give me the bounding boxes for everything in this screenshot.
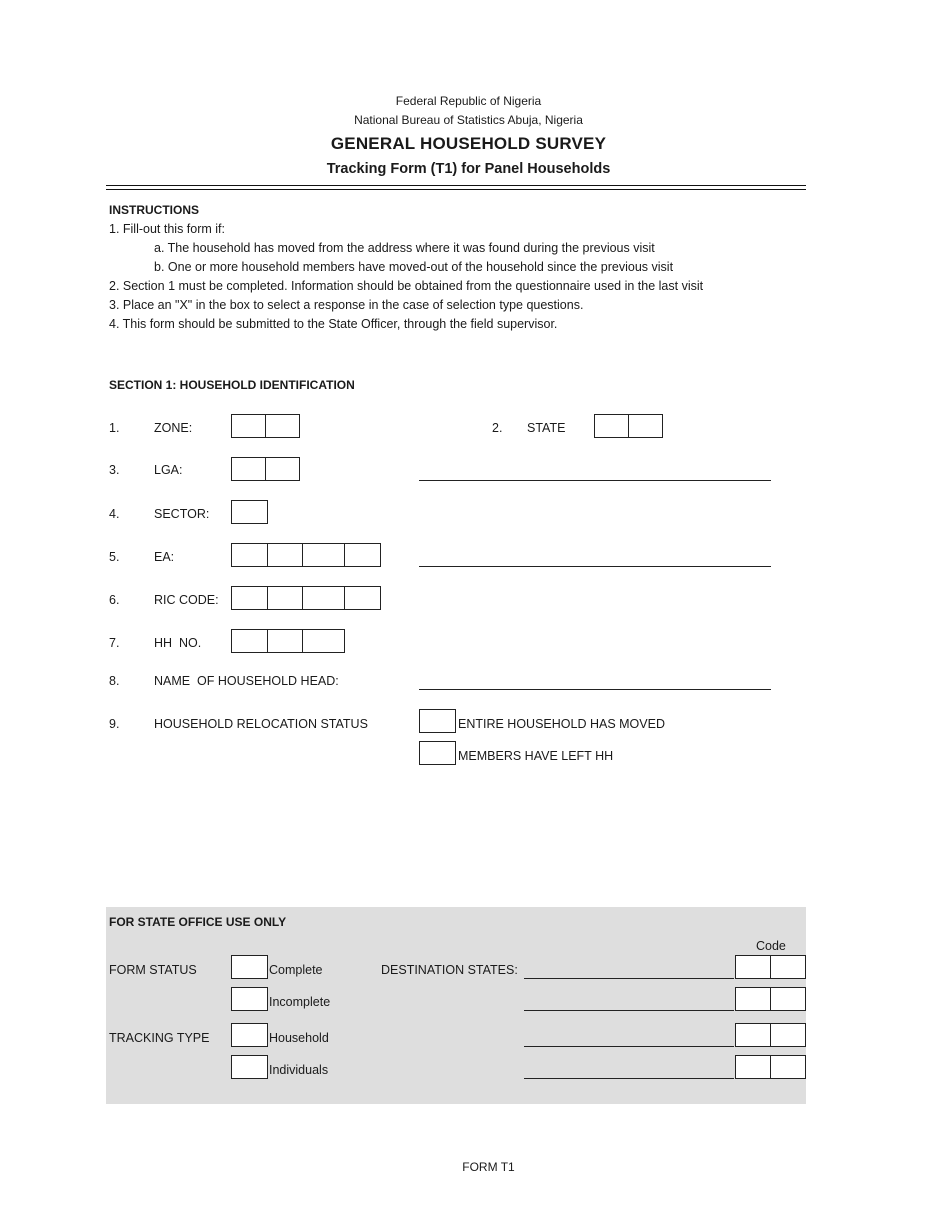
- code-column-label: Code: [756, 939, 786, 953]
- ea-digit-box[interactable]: [231, 543, 268, 567]
- instruction-1: 1. Fill-out this form if:: [109, 222, 225, 236]
- relocation-number: 9.: [109, 717, 120, 731]
- destination-code-box[interactable]: [770, 955, 806, 979]
- ea-number: 5.: [109, 550, 120, 564]
- page-title: GENERAL HOUSEHOLD SURVEY: [330, 134, 607, 153]
- state-digit-box[interactable]: [594, 414, 629, 438]
- instruction-1b: b. One or more household members have moved-out of the household since the previous visit: [154, 260, 674, 274]
- head-name-line[interactable]: [419, 689, 771, 690]
- destination-state-line[interactable]: [524, 978, 734, 979]
- ea-digit-box[interactable]: [302, 543, 345, 567]
- zone-digit-box[interactable]: [265, 414, 300, 438]
- destination-state-line[interactable]: [524, 1046, 734, 1047]
- destination-code-box[interactable]: [770, 1023, 806, 1047]
- hhno-digit-box[interactable]: [231, 629, 268, 653]
- destination-code-box[interactable]: [770, 987, 806, 1011]
- ea-label: EA:: [154, 550, 175, 564]
- instructions-heading: INSTRUCTIONS: [109, 203, 199, 217]
- left-hh-option-label: MEMBERS HAVE LEFT HH: [458, 749, 614, 763]
- zone-label: ZONE:: [154, 421, 193, 435]
- destination-code-box[interactable]: [770, 1055, 806, 1079]
- moved-checkbox[interactable]: [419, 709, 456, 733]
- ea-name-line[interactable]: [419, 566, 771, 567]
- destination-code-box[interactable]: [735, 1055, 771, 1079]
- section1-heading: SECTION 1: HOUSEHOLD IDENTIFICATION: [109, 378, 355, 392]
- individuals-checkbox[interactable]: [231, 1055, 268, 1079]
- destination-state-line[interactable]: [524, 1078, 734, 1079]
- destination-code-box[interactable]: [735, 1023, 771, 1047]
- destination-code-boxes[interactable]: [735, 1055, 806, 1079]
- ric-label: RIC CODE:: [154, 593, 219, 607]
- household-checkbox[interactable]: [231, 1023, 268, 1047]
- tracking-type-label: TRACKING TYPE: [109, 1031, 210, 1045]
- complete-label: Complete: [269, 963, 323, 977]
- destination-code-box[interactable]: [735, 955, 771, 979]
- incomplete-label: Incomplete: [269, 995, 331, 1009]
- lga-number: 3.: [109, 463, 120, 477]
- hhno-code-boxes[interactable]: [231, 629, 345, 653]
- header-bureau: National Bureau of Statistics Abuja, Nigeria: [354, 113, 583, 127]
- ric-digit-box[interactable]: [267, 586, 304, 610]
- ric-digit-box[interactable]: [344, 586, 381, 610]
- lga-digit-box[interactable]: [265, 457, 300, 481]
- form-id-footer: FORM T1: [462, 1160, 515, 1174]
- lga-code-boxes[interactable]: [231, 457, 300, 481]
- state-label: STATE: [527, 421, 566, 435]
- incomplete-checkbox[interactable]: [231, 987, 268, 1011]
- header-republic: Federal Republic of Nigeria: [395, 94, 542, 108]
- state-office-heading: FOR STATE OFFICE USE ONLY: [109, 915, 287, 929]
- sector-label: SECTOR:: [154, 507, 210, 521]
- head-number: 8.: [109, 674, 120, 688]
- moved-option-label: ENTIRE HOUSEHOLD HAS MOVED: [458, 717, 665, 731]
- instruction-4: 4. This form should be submitted to the State Officer, through the field supervisor.: [109, 317, 558, 331]
- form-status-label: FORM STATUS: [109, 963, 197, 977]
- ric-code-boxes[interactable]: [231, 586, 381, 610]
- instruction-2: 2. Section 1 must be completed. Information should be obtained from the questionnaire used in the last visit: [109, 279, 704, 293]
- household-label: Household: [269, 1031, 329, 1045]
- ric-digit-box[interactable]: [231, 586, 268, 610]
- page-subtitle: Tracking Form (T1) for Panel Households: [326, 161, 611, 177]
- ric-digit-box[interactable]: [302, 586, 345, 610]
- hhno-digit-box[interactable]: [267, 629, 304, 653]
- instruction-1a: a. The household has moved from the address where it was found during the previous visit: [154, 241, 655, 255]
- instruction-3: 3. Place an "X" in the box to select a response in the case of selection type questions.: [109, 298, 584, 312]
- ea-digit-box[interactable]: [344, 543, 381, 567]
- hhno-label: HH NO.: [154, 636, 202, 650]
- lga-name-line[interactable]: [419, 480, 771, 481]
- sector-number: 4.: [109, 507, 120, 521]
- left-hh-checkbox[interactable]: [419, 741, 456, 765]
- individuals-label: Individuals: [269, 1063, 329, 1077]
- header-rule-bottom: [106, 189, 806, 190]
- state-digit-box[interactable]: [628, 414, 663, 438]
- zone-number: 1.: [109, 421, 120, 435]
- destination-code-boxes[interactable]: [735, 1023, 806, 1047]
- head-label: NAME OF HOUSEHOLD HEAD:: [154, 674, 339, 688]
- destination-code-boxes[interactable]: [735, 987, 806, 1011]
- hhno-digit-box[interactable]: [302, 629, 345, 653]
- destination-states-label: DESTINATION STATES:: [381, 963, 518, 977]
- ea-code-boxes[interactable]: [231, 543, 381, 567]
- lga-digit-box[interactable]: [231, 457, 266, 481]
- header-rule-top: [106, 185, 806, 186]
- destination-code-box[interactable]: [735, 987, 771, 1011]
- destination-code-boxes[interactable]: [735, 955, 806, 979]
- state-office-panel: [106, 907, 806, 1104]
- state-code-boxes[interactable]: [594, 414, 663, 438]
- zone-code-boxes[interactable]: [231, 414, 300, 438]
- ea-digit-box[interactable]: [267, 543, 304, 567]
- lga-label: LGA:: [154, 463, 183, 477]
- relocation-label: HOUSEHOLD RELOCATION STATUS: [154, 717, 368, 731]
- ric-number: 6.: [109, 593, 120, 607]
- complete-checkbox[interactable]: [231, 955, 268, 979]
- destination-state-line[interactable]: [524, 1010, 734, 1011]
- state-number: 2.: [492, 421, 503, 435]
- hhno-number: 7.: [109, 636, 120, 650]
- zone-digit-box[interactable]: [231, 414, 266, 438]
- sector-box[interactable]: [231, 500, 268, 524]
